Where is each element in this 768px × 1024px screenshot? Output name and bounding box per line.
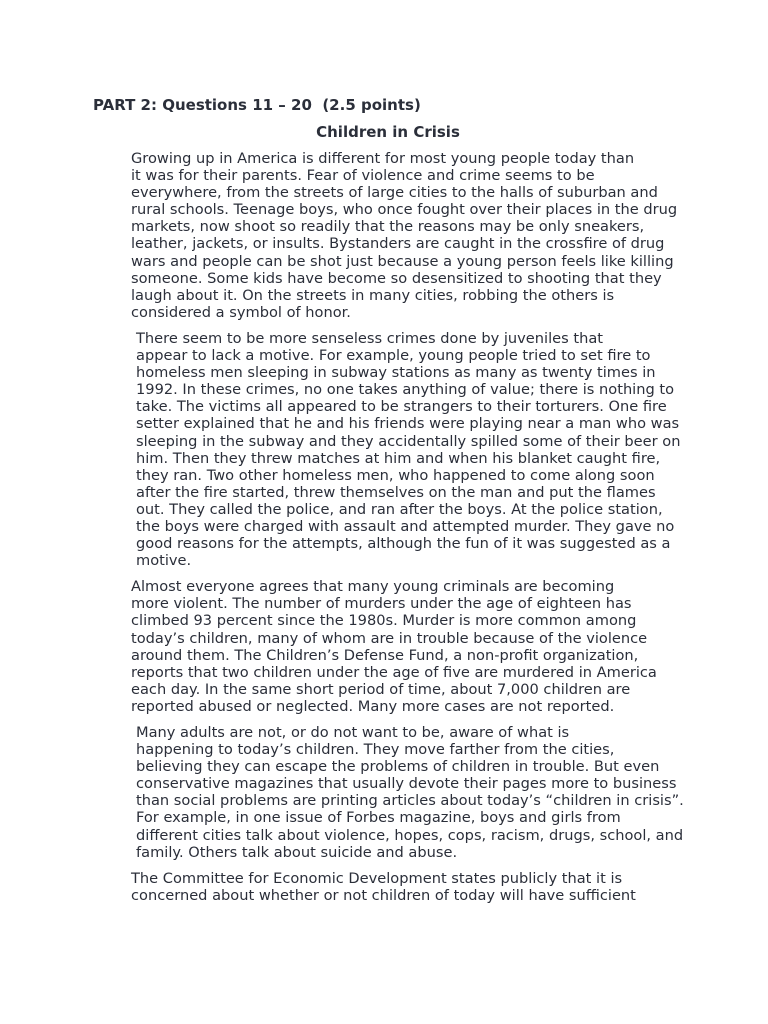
- paragraph-line: homeless men sleeping in subway stations as many as twenty times in: [136, 364, 656, 382]
- paragraph-line: Many adults are not, or do not want to be, aware of what is: [136, 724, 570, 741]
- part-heading: PART 2: Questions 11 – 20 (2.5 points): [93, 96, 421, 114]
- paragraph-line: someone. Some kids have become so desensitized to shooting that they: [131, 269, 662, 287]
- paragraph-line: him. Then they threw matches at him and when his blanket caught fire,: [136, 449, 661, 467]
- paragraph-line: conservative magazines that usually devote their pages more to business: [136, 775, 677, 793]
- paragraph-2: [93, 330, 683, 569]
- paragraph-1: [93, 150, 683, 321]
- paragraph-line: 1992. In these crimes, no one takes anything of value; there is nothing to: [136, 381, 675, 399]
- paragraph-line: the boys were charged with assault and attempted murder. They gave no: [136, 517, 675, 535]
- paragraph-line: after the fire started, threw themselves on the man and put the flames: [136, 483, 656, 501]
- paragraph-line: more violent. The number of murders under the age of eighteen has: [131, 595, 632, 613]
- paragraph-line: around them. The Children’s Defense Fund, a non-profit organization,: [131, 646, 639, 664]
- paragraph-line: The Committee for Economic Development states publicly that it is: [131, 869, 623, 887]
- paragraph-line: they ran. Two other homeless men, who happened to come along soon: [136, 466, 655, 484]
- paragraph-line: it was for their parents. Fear of violence and crime seems to be: [131, 167, 595, 185]
- paragraph-line: wars and people can be shot just because a young person feels like killing: [131, 252, 674, 270]
- paragraph-line: setter explained that he and his friends were playing near a man who was: [136, 415, 680, 433]
- paragraph-line: markets, now shoot so readily that the reasons may be only sneakers,: [131, 218, 645, 236]
- paragraph-line: considered a symbol of honor.: [131, 303, 351, 321]
- paragraph-line: There seem to be more senseless crimes done by juveniles that: [136, 329, 604, 347]
- paragraph-line: everywhere, from the streets of large cities to the halls of suburban and: [131, 184, 658, 202]
- paragraph-line: leather, jackets, or insults. Bystanders are caught in the crossfire of drug: [131, 235, 665, 253]
- paragraph-line: appear to lack a motive. For example, young people tried to set fire to: [136, 347, 651, 365]
- document-title: Children in Crisis: [316, 123, 460, 141]
- paragraph-line: rural schools. Teenage boys, who once fought over their places in the drug: [131, 201, 678, 219]
- paragraph-5: [93, 870, 683, 904]
- paragraph-line: Growing up in America is different for most young people today than: [131, 150, 635, 167]
- paragraph-line: concerned about whether or not children of today will have sufficient: [131, 886, 636, 904]
- paragraph-line: laugh about it. On the streets in many cities, robbing the others is: [131, 286, 615, 304]
- paragraph-line: reported abused or neglected. Many more cases are not reported.: [131, 697, 615, 715]
- paragraph-line: good reasons for the attempts, although the fun of it was suggested as a: [136, 535, 671, 553]
- paragraph-line: climbed 93 percent since the 1980s. Murder is more common among: [131, 612, 637, 630]
- paragraph-line: For example, in one issue of Forbes magazine, boys and girls from: [136, 809, 621, 827]
- paragraph-line: reports that two children under the age of five are murdered in America: [131, 663, 657, 681]
- paragraph-line: believing they can escape the problems of children in trouble. But even: [136, 758, 660, 776]
- paragraph-line: different cities talk about violence, hopes, cops, racism, drugs, school, and: [136, 826, 684, 844]
- paragraph-line: sleeping in the subway and they accidentally spilled some of their beer on: [136, 432, 681, 450]
- document-page: [93, 96, 683, 913]
- paragraph-line: motive.: [136, 552, 192, 570]
- paragraph-line: than social problems are printing articles about today’s “children in crisis”.: [136, 792, 684, 810]
- paragraph-line: out. They called the police, and ran after the boys. At the police station,: [136, 500, 663, 518]
- paragraph-line: today’s children, many of whom are in trouble because of the violence: [131, 629, 648, 647]
- paragraph-4: [93, 724, 683, 861]
- paragraph-3: [93, 578, 683, 715]
- paragraph-line: each day. In the same short period of time, about 7,000 children are: [131, 680, 631, 698]
- paragraph-line: happening to today’s children. They move farther from the cities,: [136, 741, 615, 759]
- paragraph-line: take. The victims all appeared to be strangers to their torturers. One fire: [136, 398, 667, 416]
- paragraph-line: Almost everyone agrees that many young criminals are becoming: [131, 578, 615, 596]
- paragraph-line: family. Others talk about suicide and abuse.: [136, 843, 458, 861]
